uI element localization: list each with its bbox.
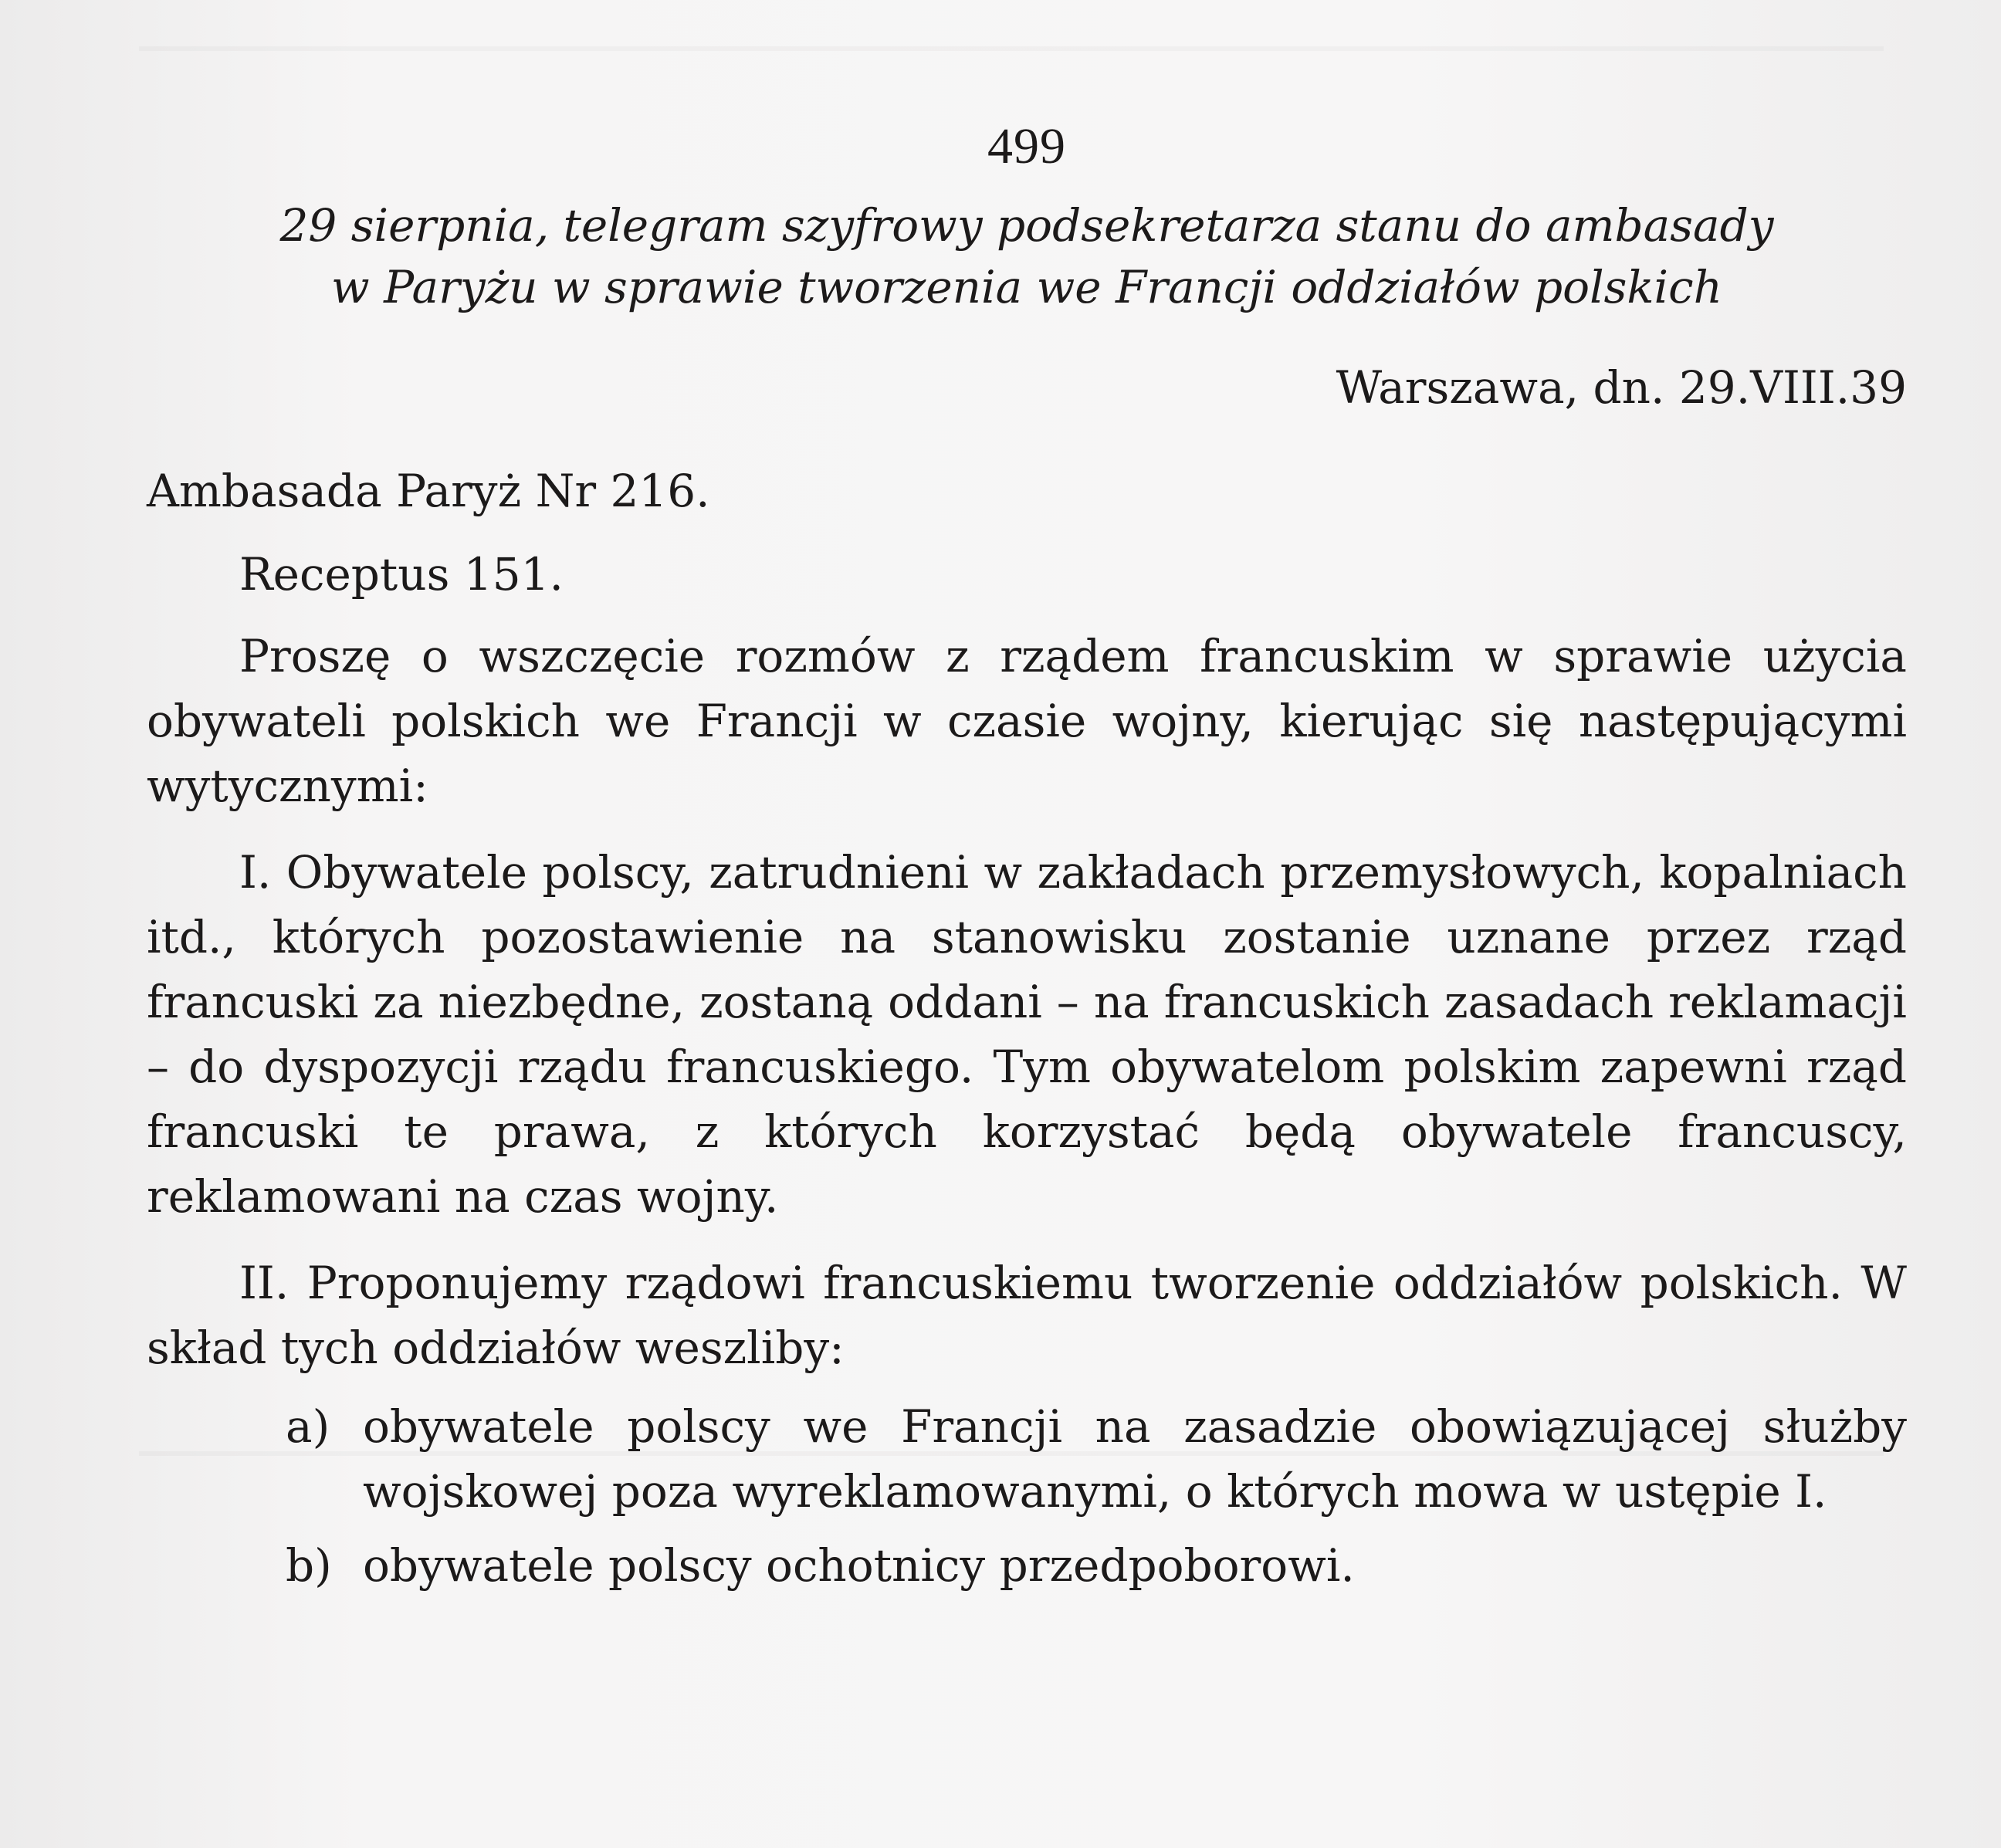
body-paragraph: II. Proponujemy rządowi francuskiemu tworzenie oddziałów polskich. W skład tych oddziałów weszliby: xyxy=(147,1257,1907,1374)
addressee: Ambasada Paryż Nr 216. xyxy=(147,465,710,517)
document-number: 499 xyxy=(987,118,1066,174)
list-item-text: obywatele polscy we Francji na zasadzie obowiązującej służby wojskowej poza wyreklamowanymi, o których mowa w ustępie I. xyxy=(363,1400,1907,1518)
list-item-marker: a) xyxy=(286,1400,330,1453)
body-paragraph: Proszę o wszczęcie rozmów z rządem francuskim w sprawie użycia obywateli polskich we Francji w czasie wojny, kierując się następującymi wytycznymi: xyxy=(147,630,1907,812)
document-title xyxy=(147,195,1907,318)
receptus-reference: Receptus 151. xyxy=(239,548,564,601)
document-title-line: 29 sierpnia, telegram szyfrowy podsekretarza stanu do ambasady xyxy=(279,199,1774,252)
list-item-marker: b) xyxy=(286,1539,332,1592)
place-and-date: Warszawa, dn. 29.VIII.39 xyxy=(1336,361,1907,414)
bleed-through-shadow xyxy=(139,46,1884,51)
document-title-line: w Paryżu w sprawie tworzenia we Francji oddziałów polskich xyxy=(331,261,1722,313)
body-paragraph: I. Obywatele polscy, zatrudnieni w zakładach przemysłowych, kopalniach itd., których pozostawienie na stanowisku zostanie uznane przez rząd francuski za niezbędne, zostaną oddani – na francuskich zasadach reklamacji – do dyspozycji rządu francuskiego. Tym obywatelom polskim zapewni rząd francuski te prawa, z których korzystać będą obywatele francuscy, reklamowani na czas wojny. xyxy=(147,846,1907,1223)
list-item xyxy=(147,1533,1907,1598)
list-item-text: obywatele polscy ochotnicy przedpoborowi. xyxy=(363,1539,1355,1592)
enumerated-list xyxy=(147,1394,1907,1598)
document-content xyxy=(147,116,1907,1607)
list-item xyxy=(147,1394,1907,1524)
